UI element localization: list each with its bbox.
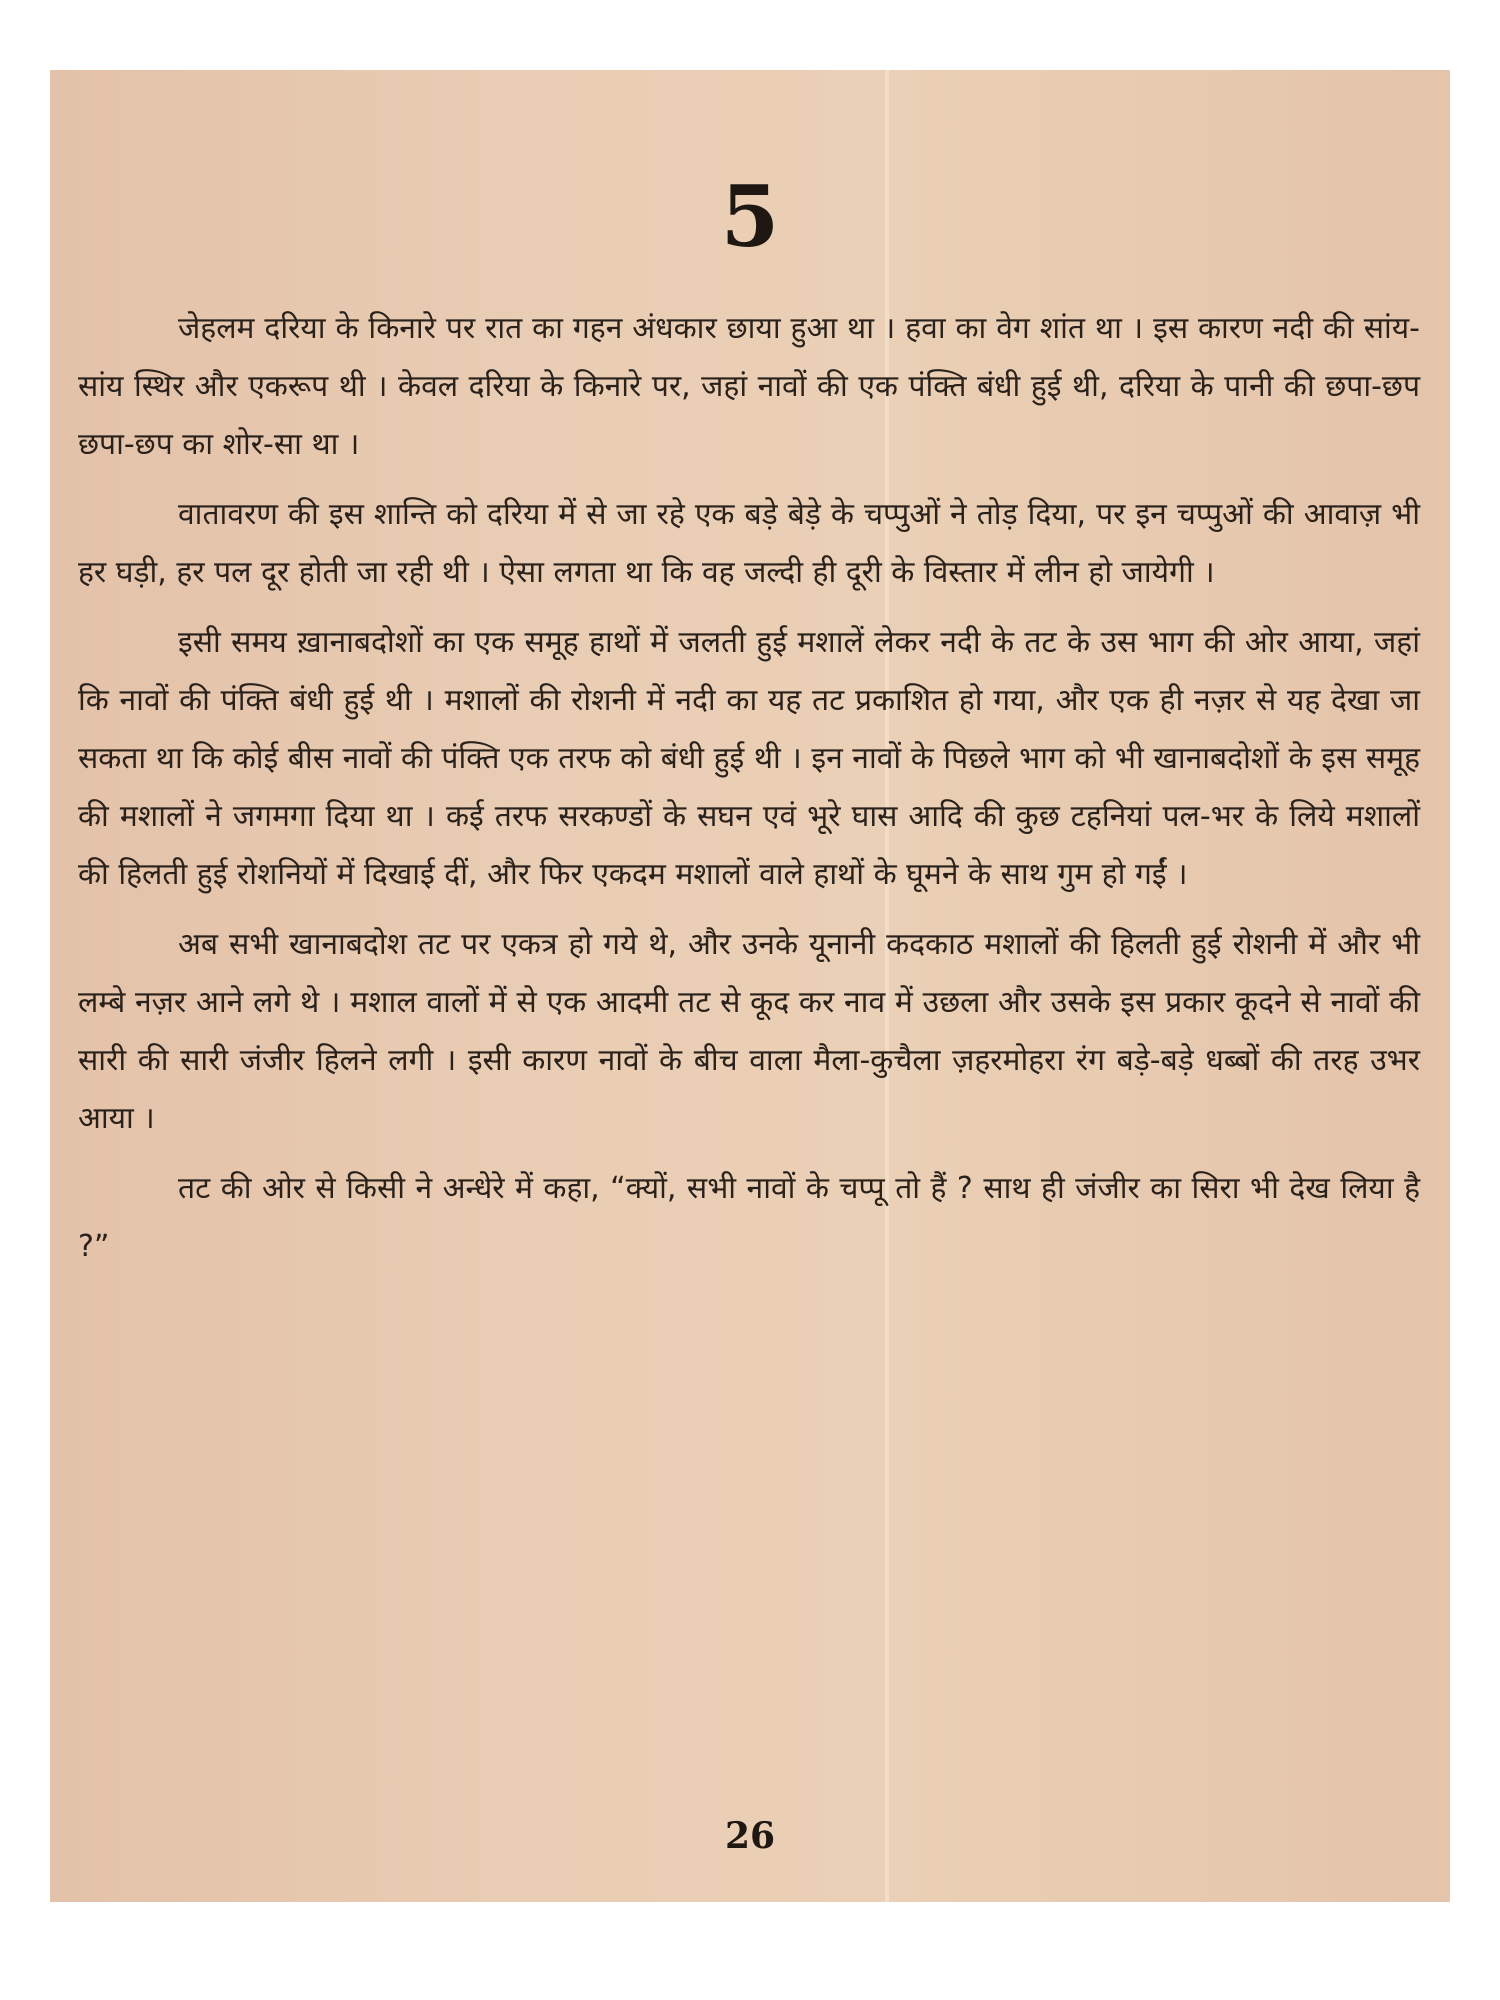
paragraph-2: वातावरण की इस शान्ति को दरिया में से जा रहे एक बड़े बेड़े के चप्पुओं ने तोड़ दिया, पर इन चप्पुओं की आवाज़ भी हर घड़ी, हर पल दूर होती जा रही थी । ऐसा लगता था कि वह जल्दी ही दूरी के विस्तार में लीन हो जायेगी । <box>78 497 1420 590</box>
chapter-number: 5 <box>720 167 780 266</box>
scanned-page <box>50 70 1450 1902</box>
paragraph-3: इसी समय ख़ानाबदोशों का एक समूह हाथों में जलती हुई मशालें लेकर नदी के तट के उस भाग की ओर आया, जहां कि नावों की पंक्ति बंधी हुई थी । मशालों की रोशनी में नदी का यह तट प्रकाशित हो गया, और एक ही नज़र से यह देखा जा सकता था कि कोई बीस नावों की पंक्ति एक तरफ को बंधी हुई थी । इन नावों के पिछले भाग को भी खानाबदोशों के इस समूह की मशालों ने जगमगा दिया था । कई तरफ सरकण्डों के सघन एवं भूरे घास आदि की कुछ टहनियां पल-भर के लिये मशालों की हिलती हुई रोशनियों में दिखाई दीं, और फिर एकदम मशालों वाले हाथों के घूमने के साथ गुम हो गईं । <box>78 625 1420 892</box>
body-text <box>78 300 1420 1288</box>
paragraph-1: जेहलम दरिया के किनारे पर रात का गहन अंधकार छाया हुआ था । हवा का वेग शांत था । इस कारण नदी की सांय-सांय स्थिर और एकरूप थी । केवल दरिया के किनारे पर, जहां नावों की एक पंक्ति बंधी हुई थी, दरिया के पानी की छपा-छप छपा-छप का शोर-सा था । <box>78 311 1420 462</box>
paragraph-4: अब सभी खानाबदोश तट पर एकत्र हो गये थे, और उनके यूनानी कदकाठ मशालों की हिलती हुई रोशनी में और भी लम्बे नज़र आने लगे थे । मशाल वालों में से एक आदमी तट से कूद कर नाव में उछला और उसके इस प्रकार कूदने से नावों की सारी की सारी जंजीर हिलने लगी । इसी कारण नावों के बीच वाला मैला-कुचैला ज़हरमोहरा रंग बड़े-बड़े धब्बों की तरह उभर आया । <box>78 927 1420 1136</box>
page-number: 26 <box>724 1815 776 1857</box>
paragraph-5: तट की ओर से किसी ने अन्धेरे में कहा, “क्यों, सभी नावों के चप्पू तो हैं ? साथ ही जंजीर का सिरा भी देख लिया है ?” <box>78 1171 1420 1264</box>
